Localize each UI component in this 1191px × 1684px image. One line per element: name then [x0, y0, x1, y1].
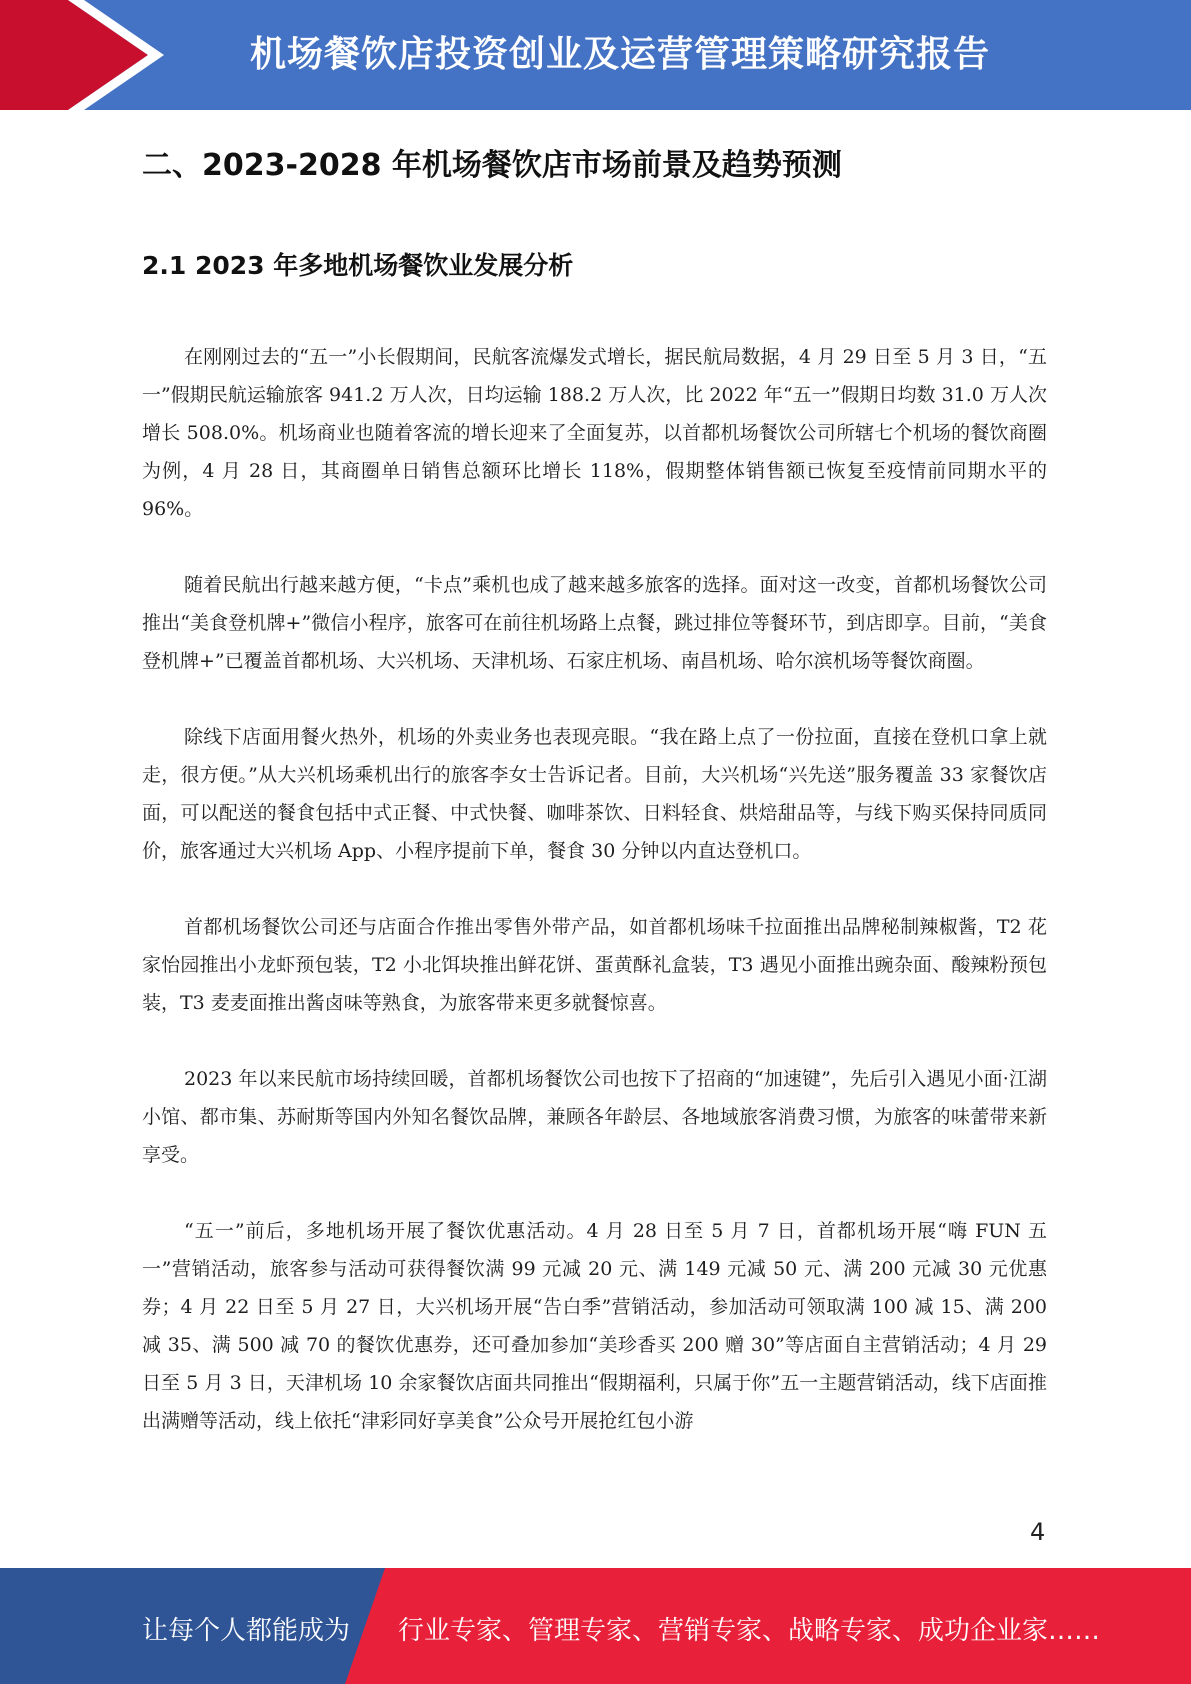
paragraph: 在刚刚过去的“五一”小长假期间，民航客流爆发式增长，据民航局数据，4 月 29 日至 5 月 3 日，“五一”假期民航运输旅客 941.2 万人次，日均运输 188.2 万人次，比 2022 年“五一”假期日均数 31.0 万人次增长 508.0%。机场商业也随着客流的增长迎来了全面复苏，以首都机场餐饮公司所辖七个机场的餐饮商圈为例，4 月 28 日，其商圈单日销售总额环比增长 118%，假期整体销售额已恢复至疫情前同期水平的 96%。 [142, 346, 1047, 520]
body-text [142, 338, 1047, 1478]
footer-slogan-left: 让每个人都能成为 [142, 1616, 351, 1646]
paragraph: 随着民航出行越来越方便，“卡点”乘机也成了越来越多旅客的选择。面对这一改变，首都机场餐饮公司推出“美食登机牌+”微信小程序，旅客可在前往机场路上点餐，跳过排位等餐环节，到店即享。目前，“美食登机牌+”已覆盖首都机场、大兴机场、天津机场、石家庄机场、南昌机场、哈尔滨机场等餐饮商圈。 [142, 574, 1047, 672]
report-title: 机场餐饮店投资创业及运营管理策略研究报告 [250, 34, 991, 75]
page-number: 4 [1030, 1518, 1046, 1546]
paragraph: 2023 年以来民航市场持续回暖，首都机场餐饮公司也按下了招商的“加速键”，先后引入遇见小面·江湖小馆、都市集、苏耐斯等国内外知名餐饮品牌，兼顾各年龄层、各地域旅客消费习惯，为旅客的味蕾带来新享受。 [142, 1068, 1047, 1166]
subsection-heading: 2.1 2023 年多地机场餐饮业发展分析 [142, 251, 574, 280]
paragraph: 除线下店面用餐火热外，机场的外卖业务也表现亮眼。“我在路上点了一份拉面，直接在登机口拿上就走，很方便。”从大兴机场乘机出行的旅客李女士告诉记者。目前，大兴机场“兴先送”服务覆盖 33 家餐饮店面，可以配送的餐食包括中式正餐、中式快餐、咖啡茶饮、日料轻食、烘焙甜品等，与线下购买保持同质同价，旅客通过大兴机场 App、小程序提前下单，餐食 30 分钟以内直达登机口。 [142, 726, 1047, 862]
footer-slogan-right: 行业专家、管理专家、营销专家、战略专家、成功企业家…… [398, 1616, 1101, 1646]
paragraph: “五一”前后，多地机场开展了餐饮优惠活动。4 月 28 日至 5 月 7 日，首都机场开展“嗨 FUN 五一”营销活动，旅客参与活动可获得餐饮满 99 元减 20 元、满 149 元减 50 元、满 200 元减 30 元优惠券；4 月 22 日至 5 月 27 日，大兴机场开展“告白季”营销活动，参加活动可领取满 100 减 15、满 200 减 35、满 500 减 70 的餐饮优惠券，还可叠加参加“美珍香买 200 赠 30”等店面自主营销活动；4 月 29 日至 5 月 3 日，天津机场 10 余家餐饮店面共同推出“假期福利，只属于你”五一主题营销活动，线下店面推出满赠等活动，线上依托“津彩同好享美食”公众号开展抢红包小游 [142, 1220, 1047, 1432]
header-chevron-decoration [0, 0, 240, 110]
page-footer [0, 1568, 1191, 1684]
paragraph: 首都机场餐饮公司还与店面合作推出零售外带产品，如首都机场味千拉面推出品牌秘制辣椒酱，T2 花家怡园推出小龙虾预包装，T2 小北饵块推出鲜花饼、蛋黄酥礼盒装，T3 遇见小面推出豌杂面、酸辣粉预包装，T3 麦麦面推出酱卤味等熟食，为旅客带来更多就餐惊喜。 [142, 916, 1047, 1014]
section-heading: 二、2023-2028 年机场餐饮店市场前景及趋势预测 [142, 148, 842, 183]
page-header [0, 0, 1191, 110]
